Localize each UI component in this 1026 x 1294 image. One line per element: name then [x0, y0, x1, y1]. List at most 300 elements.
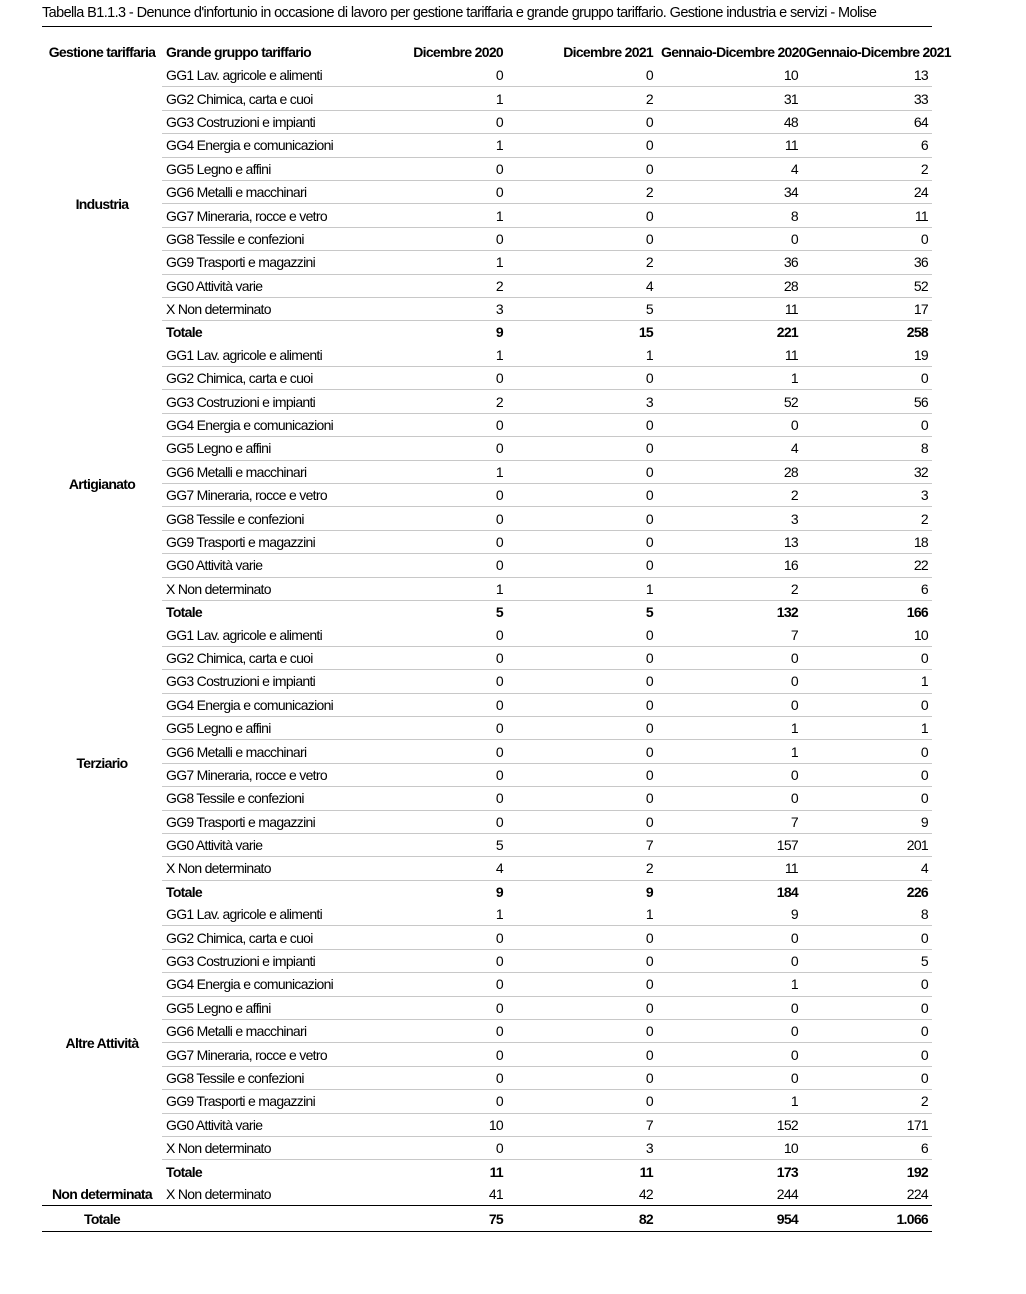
value-cell: 52 — [657, 390, 802, 413]
subtotal-value: 5 — [645, 604, 653, 621]
value-cell: 0 — [507, 646, 657, 669]
value-cell: 1 — [657, 1090, 802, 1113]
value-cell: 0 — [507, 413, 657, 436]
subtotal-value: 221 — [776, 324, 798, 341]
value-cell: 28 — [657, 274, 802, 297]
value-cell: 1 — [802, 670, 932, 693]
value-cell: 0 — [362, 554, 507, 577]
gruppo-label: GG5 Legno e affini — [162, 437, 362, 460]
value-cell: 0 — [802, 367, 932, 390]
subtotal-value: 258 — [906, 324, 928, 341]
value-cell: 0 — [362, 64, 507, 87]
value-cell: 1 — [362, 87, 507, 110]
value-cell: 0 — [507, 484, 657, 507]
value-cell: 0 — [507, 157, 657, 180]
value-cell: 0 — [657, 1020, 802, 1043]
value-cell: 5 — [802, 949, 932, 972]
grand-total-value: 954 — [657, 1206, 802, 1232]
value-cell: 1 — [657, 367, 802, 390]
value-cell: 0 — [802, 763, 932, 786]
value-cell: 10 — [362, 1113, 507, 1136]
subtotal-value: 9 — [495, 324, 503, 341]
value-cell: 1 — [802, 716, 932, 739]
table-row — [42, 740, 932, 763]
gruppo-label: GG7 Mineraria, rocce e vetro — [162, 484, 362, 507]
value-cell: 0 — [507, 810, 657, 833]
subtotal-value: 192 — [906, 1163, 928, 1180]
gruppo-label: GG9 Trasporti e magazzini — [162, 810, 362, 833]
value-cell: 0 — [802, 227, 932, 250]
value-cell: 0 — [802, 1043, 932, 1066]
gruppo-label: GG2 Chimica, carta e cuoi — [162, 87, 362, 110]
table-row — [42, 646, 932, 669]
value-cell: 0 — [802, 693, 932, 716]
table-row — [42, 367, 932, 390]
value-cell: 0 — [507, 367, 657, 390]
value-cell: 0 — [507, 949, 657, 972]
table-row — [42, 484, 932, 507]
table-row — [42, 87, 932, 110]
value-cell: 9 — [802, 810, 932, 833]
value-cell: 0 — [507, 1020, 657, 1043]
data-table — [42, 39, 951, 1232]
value-cell: 1 — [362, 251, 507, 274]
value-cell: 2 — [802, 1090, 932, 1113]
value-cell: 0 — [657, 787, 802, 810]
value-cell: 0 — [507, 716, 657, 739]
value-cell: 0 — [657, 227, 802, 250]
value-cell: 11 — [657, 297, 802, 320]
value-cell: 7 — [507, 833, 657, 856]
value-cell: 48 — [657, 110, 802, 133]
gruppo-label: GG9 Trasporti e magazzini — [162, 1090, 362, 1113]
subtotal-value: 132 — [776, 604, 798, 621]
value-cell: 0 — [657, 1043, 802, 1066]
value-cell: 6 — [802, 577, 932, 600]
value-cell: 0 — [657, 926, 802, 949]
value-cell: 1 — [362, 903, 507, 926]
subtotal-value: 166 — [906, 604, 928, 621]
gruppo-label: GG3 Costruzioni e impianti — [162, 949, 362, 972]
value-cell: 3 — [362, 297, 507, 320]
gruppo-label: GG8 Tessile e confezioni — [162, 1066, 362, 1089]
gruppo-label: GG3 Costruzioni e impianti — [162, 390, 362, 413]
value-cell: 8 — [657, 204, 802, 227]
gruppo-label: X Non determinato — [162, 857, 362, 880]
table-row — [42, 180, 932, 203]
value-cell: 0 — [362, 1066, 507, 1089]
value-cell: 0 — [362, 484, 507, 507]
value-cell: 24 — [802, 180, 932, 203]
value-cell: 0 — [362, 507, 507, 530]
table-row — [42, 1113, 932, 1136]
gruppo-label: GG6 Metalli e macchinari — [162, 180, 362, 203]
subtotal-row — [42, 600, 932, 623]
value-cell: 0 — [362, 157, 507, 180]
gruppo-label: GG6 Metalli e macchinari — [162, 1020, 362, 1043]
table-row — [42, 344, 932, 367]
header-dicembre-2020: Dicembre 2020 — [413, 43, 503, 60]
value-cell: 1 — [362, 460, 507, 483]
value-cell: 28 — [657, 460, 802, 483]
gruppo-label: GG8 Tessile e confezioni — [162, 787, 362, 810]
value-cell: 0 — [362, 367, 507, 390]
gruppo-label: GG9 Trasporti e magazzini — [162, 251, 362, 274]
gruppo-label: GG2 Chimica, carta e cuoi — [162, 926, 362, 949]
gruppo-label: GG4 Energia e comunicazioni — [162, 413, 362, 436]
gruppo-label: GG0 Attività varie — [162, 833, 362, 856]
gruppo-label: GG7 Mineraria, rocce e vetro — [162, 204, 362, 227]
value-cell: 19 — [802, 344, 932, 367]
value-cell: 0 — [362, 763, 507, 786]
gruppo-label: GG6 Metalli e macchinari — [162, 460, 362, 483]
table-row — [42, 390, 932, 413]
value-cell: 0 — [362, 227, 507, 250]
value-cell: 9 — [657, 903, 802, 926]
value-cell: 0 — [802, 740, 932, 763]
table-row — [42, 763, 932, 786]
subtotal-value: 15 — [638, 324, 653, 341]
subtotal-value: 9 — [495, 883, 503, 900]
value-cell: 0 — [657, 996, 802, 1019]
table-footer — [42, 1206, 932, 1232]
value-cell: 6 — [802, 134, 932, 157]
gruppo-label: X Non determinato — [162, 297, 362, 320]
value-cell: 0 — [507, 670, 657, 693]
table-row — [42, 1020, 932, 1043]
value-cell: 224 — [906, 1185, 928, 1202]
value-cell: 4 — [507, 274, 657, 297]
value-cell: 0 — [657, 949, 802, 972]
value-cell: 0 — [802, 973, 932, 996]
table-row — [42, 577, 932, 600]
table-row — [42, 1136, 932, 1159]
header-gen-dic-2021: Gennaio-Dicembre 2021 — [806, 43, 951, 60]
header-dicembre-2021: Dicembre 2021 — [563, 43, 653, 60]
value-cell: 56 — [802, 390, 932, 413]
grand-total-label: Totale — [42, 1206, 162, 1232]
subtotal-label: Totale — [166, 604, 202, 621]
gruppo-label: GG1 Lav. agricole e alimenti — [162, 903, 362, 926]
table-row — [42, 460, 932, 483]
value-cell: 2 — [507, 857, 657, 880]
table-row — [42, 413, 932, 436]
gestione-label: Terziario — [76, 755, 128, 772]
gruppo-label: GG0 Attività varie — [162, 1113, 362, 1136]
value-cell: 1 — [657, 716, 802, 739]
value-cell: 11 — [657, 344, 802, 367]
value-cell: 4 — [362, 857, 507, 880]
value-cell: 244 — [776, 1185, 798, 1202]
table-row — [42, 670, 932, 693]
table-row — [42, 227, 932, 250]
value-cell: 0 — [362, 740, 507, 763]
value-cell: 31 — [657, 87, 802, 110]
table-row — [42, 949, 932, 972]
value-cell: 0 — [362, 973, 507, 996]
value-cell: 5 — [507, 297, 657, 320]
value-cell: 0 — [507, 623, 657, 646]
title-divider — [42, 26, 932, 27]
table-header — [42, 39, 951, 64]
gruppo-label: GG4 Energia e comunicazioni — [162, 134, 362, 157]
header-gen-dic-2020: Gennaio-Dicembre 2020 — [661, 43, 806, 60]
table-body — [42, 64, 932, 1206]
gruppo-label: GG4 Energia e comunicazioni — [162, 973, 362, 996]
value-cell: 3 — [657, 507, 802, 530]
value-cell: 0 — [657, 763, 802, 786]
value-cell: 0 — [362, 646, 507, 669]
value-cell: 22 — [802, 554, 932, 577]
value-cell: 33 — [802, 87, 932, 110]
table-row — [42, 274, 932, 297]
table-row — [42, 530, 932, 553]
value-cell: 0 — [802, 787, 932, 810]
value-cell: 0 — [507, 507, 657, 530]
subtotal-value: 11 — [489, 1163, 503, 1180]
gruppo-label: GG2 Chimica, carta e cuoi — [162, 646, 362, 669]
table-row — [42, 507, 932, 530]
gruppo-label: GG3 Costruzioni e impianti — [162, 670, 362, 693]
table-row — [42, 251, 932, 274]
value-cell: 0 — [802, 996, 932, 1019]
value-cell: 0 — [507, 1066, 657, 1089]
value-cell: 0 — [657, 1066, 802, 1089]
value-cell: 3 — [507, 390, 657, 413]
subtotal-row — [42, 880, 932, 903]
gruppo-label: GG9 Trasporti e magazzini — [162, 530, 362, 553]
value-cell: 171 — [802, 1113, 932, 1136]
value-cell: 0 — [507, 926, 657, 949]
value-cell: 11 — [657, 857, 802, 880]
value-cell: 4 — [657, 157, 802, 180]
value-cell: 6 — [802, 1136, 932, 1159]
value-cell: 1 — [362, 577, 507, 600]
table-row — [42, 903, 932, 926]
header-gestione-tariffaria: Gestione tariffaria — [48, 43, 156, 60]
value-cell: 10 — [657, 64, 802, 87]
value-cell: 0 — [802, 1066, 932, 1089]
value-cell: 2 — [802, 157, 932, 180]
value-cell: 0 — [507, 554, 657, 577]
subtotal-label: Totale — [166, 1163, 202, 1180]
value-cell: 13 — [802, 64, 932, 87]
value-cell: 0 — [362, 670, 507, 693]
value-cell: 0 — [507, 204, 657, 227]
value-cell: 2 — [507, 87, 657, 110]
subtotal-value: 226 — [906, 883, 928, 900]
value-cell: 0 — [362, 996, 507, 1019]
value-cell: 13 — [657, 530, 802, 553]
table-row — [42, 716, 932, 739]
value-cell: 1 — [507, 344, 657, 367]
value-cell: 2 — [362, 390, 507, 413]
value-cell: 10 — [802, 623, 932, 646]
value-cell: 201 — [802, 833, 932, 856]
subtotal-label: Totale — [166, 883, 202, 900]
value-cell: 4 — [657, 437, 802, 460]
table-row — [42, 926, 932, 949]
value-cell: 52 — [802, 274, 932, 297]
value-cell: 0 — [657, 670, 802, 693]
gruppo-label: GG1 Lav. agricole e alimenti — [162, 344, 362, 367]
table-row — [42, 787, 932, 810]
gruppo-label: GG6 Metalli e macchinari — [162, 740, 362, 763]
gestione-label: Artigianato — [68, 475, 136, 492]
subtotal-label: Totale — [166, 324, 202, 341]
value-cell: 157 — [657, 833, 802, 856]
value-cell: 7 — [657, 810, 802, 833]
value-cell: 5 — [362, 833, 507, 856]
subtotal-value: 173 — [776, 1163, 798, 1180]
grand-total-row — [42, 1206, 932, 1232]
subtotal-value: 184 — [776, 883, 798, 900]
table-title: Tabella B1.1.3 - Denunce d'infortunio in occasione di lavoro per gestione tariffaria e grande gruppo tariffario. Gestione industria e servizi - Molise — [42, 5, 877, 21]
table-row — [42, 134, 932, 157]
value-cell: 0 — [507, 763, 657, 786]
value-cell: 2 — [362, 274, 507, 297]
value-cell: 11 — [802, 204, 932, 227]
value-cell: 0 — [362, 949, 507, 972]
gestione-label: Industria — [75, 195, 129, 212]
value-cell: 0 — [362, 716, 507, 739]
value-cell: 0 — [507, 787, 657, 810]
grand-total-value: 75 — [362, 1206, 507, 1232]
gruppo-label: GG1 Lav. agricole e alimenti — [162, 64, 362, 87]
value-cell: 0 — [657, 646, 802, 669]
grand-total-value: 1.066 — [802, 1206, 932, 1232]
value-cell: 0 — [362, 810, 507, 833]
value-cell: 2 — [802, 507, 932, 530]
value-cell: 0 — [507, 996, 657, 1019]
gruppo-label: GG5 Legno e affini — [162, 996, 362, 1019]
value-cell: 4 — [802, 857, 932, 880]
value-cell: 152 — [657, 1113, 802, 1136]
value-cell: 0 — [362, 1136, 507, 1159]
value-cell: 8 — [802, 437, 932, 460]
table-row — [42, 857, 932, 880]
value-cell: 0 — [507, 64, 657, 87]
value-cell: 0 — [507, 973, 657, 996]
table-row — [42, 810, 932, 833]
value-cell: 1 — [362, 134, 507, 157]
table-row — [42, 110, 932, 133]
value-cell: 0 — [507, 227, 657, 250]
subtotal-value: 5 — [495, 604, 503, 621]
value-cell: 0 — [362, 623, 507, 646]
table-row — [42, 1183, 932, 1206]
gruppo-label: GG3 Costruzioni e impianti — [162, 110, 362, 133]
value-cell: 7 — [657, 623, 802, 646]
value-cell: 0 — [507, 110, 657, 133]
value-cell: 0 — [507, 1043, 657, 1066]
value-cell: 1 — [362, 344, 507, 367]
value-cell: 2 — [507, 180, 657, 203]
value-cell: 10 — [657, 1136, 802, 1159]
value-cell: 0 — [802, 646, 932, 669]
value-cell: 36 — [802, 251, 932, 274]
table-row — [42, 623, 932, 646]
value-cell: 8 — [802, 903, 932, 926]
value-cell: 11 — [657, 134, 802, 157]
value-cell: 1 — [657, 740, 802, 763]
gruppo-label: GG7 Mineraria, rocce e vetro — [162, 1043, 362, 1066]
gruppo-label: X Non determinato — [162, 1136, 362, 1159]
value-cell: 2 — [657, 577, 802, 600]
table-row — [42, 1066, 932, 1089]
value-cell: 7 — [507, 1113, 657, 1136]
value-cell: 36 — [657, 251, 802, 274]
header-grande-gruppo: Grande gruppo tariffario — [166, 43, 311, 60]
value-cell: 0 — [362, 530, 507, 553]
value-cell: 0 — [507, 437, 657, 460]
gruppo-label: GG2 Chimica, carta e cuoi — [162, 367, 362, 390]
value-cell: 32 — [802, 460, 932, 483]
subtotal-row — [42, 321, 932, 344]
subtotal-row — [42, 1160, 932, 1183]
table-row — [42, 693, 932, 716]
value-cell: 0 — [657, 413, 802, 436]
value-cell: 0 — [362, 1090, 507, 1113]
grand-total-value: 82 — [507, 1206, 657, 1232]
table-row — [42, 996, 932, 1019]
subtotal-value: 9 — [645, 883, 653, 900]
table-row — [42, 973, 932, 996]
value-cell: 0 — [507, 740, 657, 763]
value-cell: 3 — [507, 1136, 657, 1159]
table-row — [42, 554, 932, 577]
subtotal-value: 11 — [639, 1163, 653, 1180]
table-row — [42, 437, 932, 460]
value-cell: 0 — [507, 1090, 657, 1113]
value-cell: 0 — [802, 926, 932, 949]
table-row — [42, 64, 932, 87]
gruppo-label: X Non determinato — [162, 577, 362, 600]
value-cell: 2 — [507, 251, 657, 274]
value-cell: 3 — [802, 484, 932, 507]
table-row — [42, 1043, 932, 1066]
value-cell: 0 — [802, 1020, 932, 1043]
value-cell: 0 — [657, 693, 802, 716]
value-cell: 0 — [362, 926, 507, 949]
value-cell: 42 — [638, 1185, 653, 1202]
header-row — [42, 39, 932, 64]
gruppo-label: X Non determinato — [166, 1185, 271, 1202]
value-cell: 0 — [362, 413, 507, 436]
gestione-label: Non determinata — [52, 1185, 152, 1202]
value-cell: 41 — [488, 1185, 503, 1202]
value-cell: 17 — [802, 297, 932, 320]
value-cell: 1 — [507, 903, 657, 926]
gruppo-label: GG7 Mineraria, rocce e vetro — [162, 763, 362, 786]
value-cell: 1 — [507, 577, 657, 600]
value-cell: 0 — [507, 693, 657, 716]
value-cell: 16 — [657, 554, 802, 577]
value-cell: 0 — [362, 1043, 507, 1066]
value-cell: 64 — [802, 110, 932, 133]
gruppo-label: GG5 Legno e affini — [162, 716, 362, 739]
value-cell: 2 — [657, 484, 802, 507]
gruppo-label: GG8 Tessile e confezioni — [162, 507, 362, 530]
table-row — [42, 833, 932, 856]
value-cell: 0 — [507, 530, 657, 553]
gruppo-label: GG5 Legno e affini — [162, 157, 362, 180]
value-cell: 0 — [362, 180, 507, 203]
value-cell: 18 — [802, 530, 932, 553]
gruppo-label: GG0 Attività varie — [162, 274, 362, 297]
grand-total-spacer — [162, 1206, 362, 1232]
value-cell: 0 — [507, 460, 657, 483]
